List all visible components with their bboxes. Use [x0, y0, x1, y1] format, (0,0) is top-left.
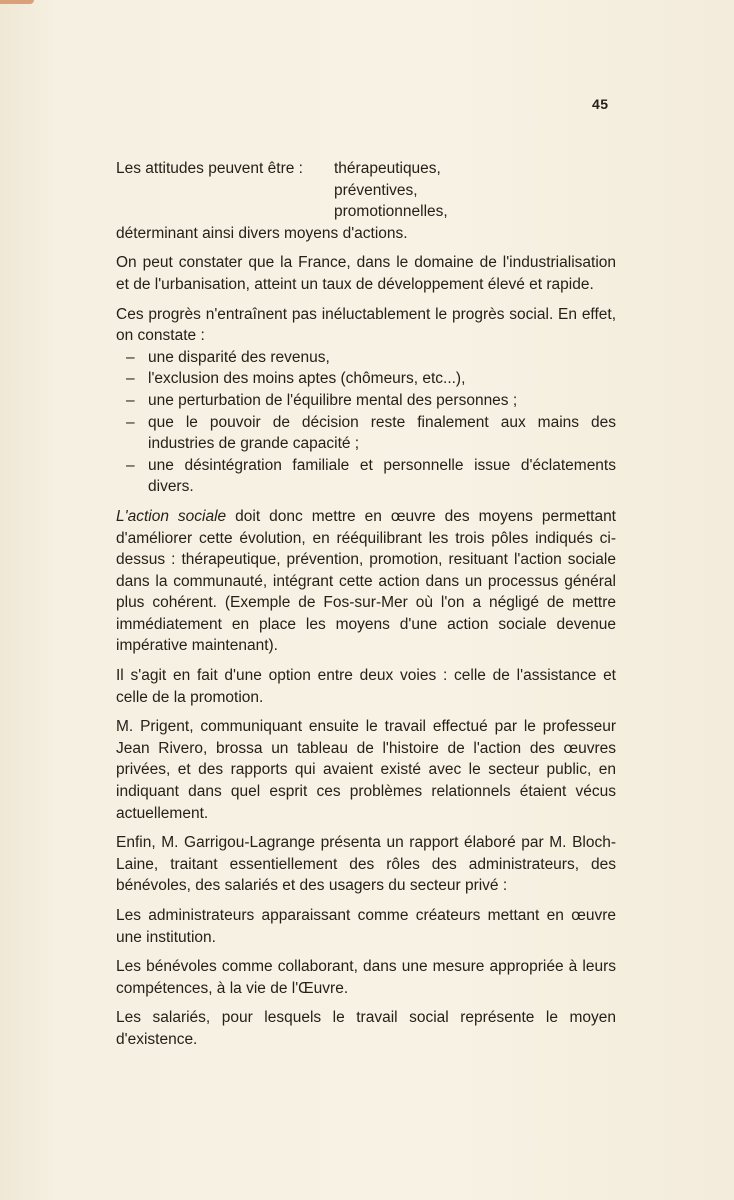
attitudes-lead: Les attitudes peuvent être :: [116, 160, 303, 177]
list-item: – que le pouvoir de décision reste finalement aux mains des industries de grande capacité ;: [116, 412, 616, 455]
paragraph-progres: Ces progrès n'entraînent pas inéluctablement le progrès social. En effet, on constate :: [116, 305, 616, 345]
paragraph-prigent: M. Prigent, communiquant ensuite le travail effectué par le professeur Jean Rivero, brossa un tableau de l'histoire de l'action des œuvres privées, et des rapports qui avaient existé avec le secteur public, en indiquant dans quel esprit ces problèmes relationnels étaient vécus actuellement.: [116, 718, 616, 822]
paragraph-salaries: Les salariés, pour lesquels le travail social représente le moyen d'existence.: [116, 1009, 616, 1048]
list-item: – une désintégration familiale et personnelle issue d'éclatements divers.: [116, 455, 616, 498]
paragraph-administrateurs: Les administrateurs apparaissant comme créateurs mettant en œuvre une institution.: [116, 907, 616, 946]
paragraph-action-sociale: [116, 506, 616, 657]
attitudes-conclusion: déterminant ainsi divers moyens d'actions.: [116, 224, 408, 242]
list-item: – une perturbation de l'équilibre mental des personnes ;: [116, 390, 616, 412]
list-item: – une disparité des revenus,: [116, 347, 616, 369]
paragraph-benevoles: Les bénévoles comme collaborant, dans une mesure appropriée à leurs compétences, à la vie de l'Œuvre.: [116, 958, 616, 997]
action-sociale-term: L'action sociale: [116, 507, 227, 525]
corner-stain: [0, 0, 34, 4]
page-body: [116, 158, 616, 1059]
attitude-item: promotionnelles,: [334, 203, 448, 221]
paragraph-garrigou: Enfin, M. Garrigou-Lagrange présenta un rapport élaboré par M. Bloch-Laine, traitant essentiellement des rôles des administrateurs, des bénévoles, des salariés et des usagers du secteur privé :: [116, 834, 616, 895]
attitude-item: thérapeutiques,: [334, 160, 441, 177]
list-item: – l'exclusion des moins aptes (chômeurs, etc...),: [116, 368, 616, 390]
attitudes-block: [116, 158, 616, 223]
paragraph-option: Il s'agit en fait d'une option entre deux voies : celle de l'assistance et celle de la promotion.: [116, 667, 616, 706]
constats-list: [116, 347, 616, 498]
action-sociale-text: doit donc mettre en œuvre des moyens permettant d'améliorer cette évolution, en rééquilibrant les trois pôles indiqués ci-dessus : thérapeutique, prévention, promotion, resituant l'action sociale dans la communauté, intégrant cette action dans un processus général plus cohérent. (Exemple de Fos-sur-Mer où l'on a négligé de mettre immédiatement en place les moyens d'une action sociale devenue impérative maintenant).: [116, 507, 616, 655]
page-number: 45: [592, 96, 609, 112]
attitudes-list: [334, 158, 616, 223]
attitude-item: préventives,: [334, 181, 418, 199]
paragraph-france: On peut constater que la France, dans le domaine de l'industrialisation et de l'urbanisation, atteint un taux de développement élevé et rapide.: [116, 254, 616, 293]
